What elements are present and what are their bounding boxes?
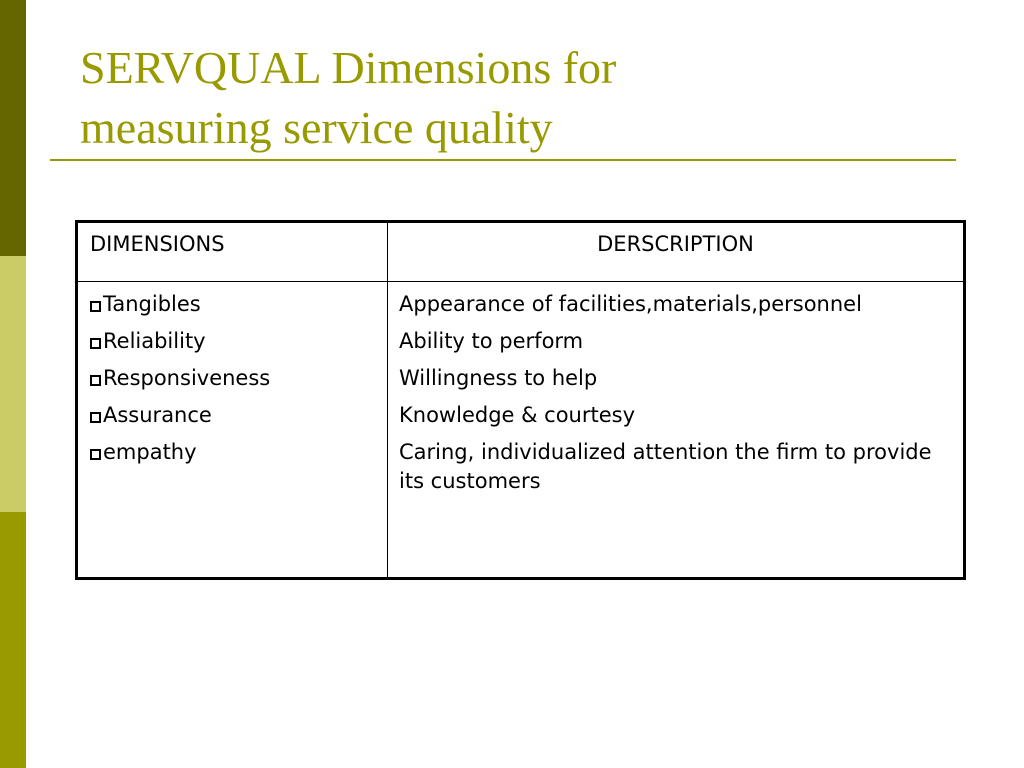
hollow-square-bullet-icon — [90, 412, 101, 423]
dimension-label: Assurance — [103, 403, 212, 427]
hollow-square-bullet-icon — [90, 449, 101, 460]
sidebar-bar-dark — [0, 0, 26, 256]
dimension-label: Tangibles — [103, 292, 201, 316]
list-item — [90, 364, 387, 401]
sidebar-bar-light — [0, 256, 26, 512]
slide-title-line-2: measuring service quality — [80, 102, 553, 153]
table-row — [77, 282, 965, 579]
hollow-square-bullet-icon — [90, 301, 101, 312]
description-item: Ability to perform — [399, 329, 584, 353]
list-item — [90, 290, 387, 327]
list-item — [90, 327, 387, 364]
description-item: Knowledge & courtesy — [399, 403, 636, 427]
dimensions-list — [90, 290, 387, 475]
dimension-label: empathy — [103, 440, 197, 464]
dimension-label: Responsiveness — [103, 366, 271, 390]
descriptions-cell — [388, 282, 965, 579]
description-item: Willingness to help — [399, 366, 598, 390]
header-description: DERSCRIPTION — [388, 222, 965, 282]
description-item: Caring, individualized attention the firm to provide its customers — [399, 440, 932, 493]
list-item — [90, 438, 387, 475]
header-dimensions: DIMENSIONS — [77, 222, 388, 282]
sidebar-bar-olive — [0, 512, 26, 768]
hollow-square-bullet-icon — [90, 375, 101, 386]
dimensions-cell — [77, 282, 388, 579]
list-item — [90, 401, 387, 438]
slide-title-line-1: SERVQUAL Dimensions for — [80, 42, 617, 93]
descriptions-list — [399, 290, 951, 496]
dimension-label: Reliability — [103, 329, 206, 353]
slide-title — [80, 38, 960, 158]
hollow-square-bullet-icon — [90, 338, 101, 349]
title-underline — [50, 159, 956, 161]
servqual-table — [75, 220, 966, 580]
description-item: Appearance of facilities,materials,personnel — [399, 292, 862, 316]
table-header-row — [77, 222, 965, 282]
